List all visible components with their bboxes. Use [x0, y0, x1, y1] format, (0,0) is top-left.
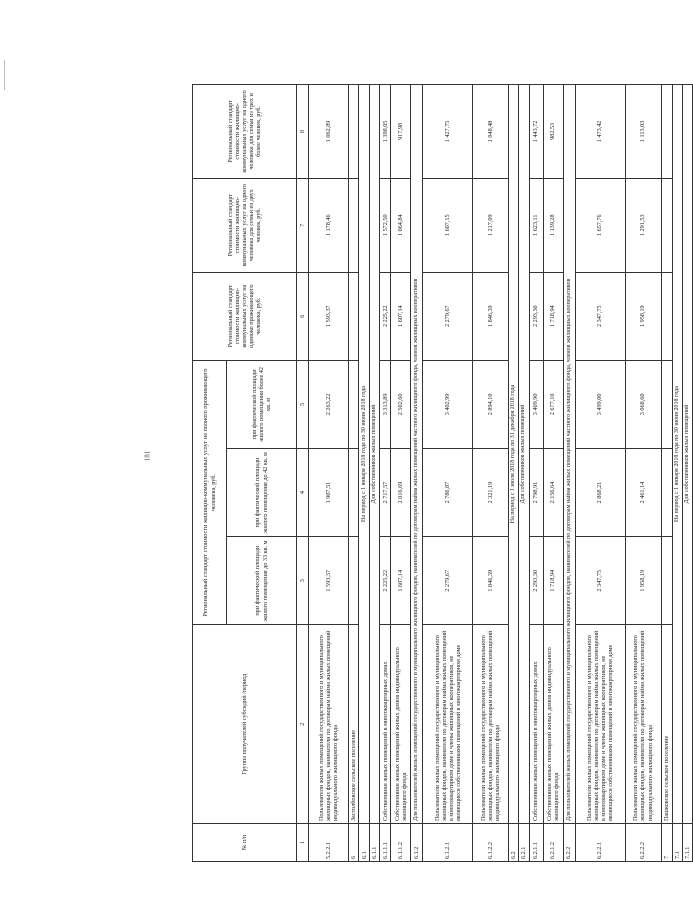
row-value: 1 062,89 [309, 85, 349, 179]
row-code: 6.1.1 [370, 824, 380, 862]
row-value: 2 279,67 [423, 272, 473, 360]
period-row: На период с 1 июля 2018 года по 31 декабря 2018 года [509, 85, 519, 824]
row-value: 1 958,19 [625, 537, 661, 625]
row-value: 3 068,60 [625, 360, 661, 448]
row-value: 2 263,22 [309, 360, 349, 448]
row-value: 2 798,91 [529, 448, 543, 536]
row-label: Пользователи жилых помещений государственного и муниципального жилищных фондов, наниматели по договорам найма жилых помещений индивидуального жилищного фонда [473, 625, 509, 824]
header-standard-three: Региональный стандарт стоимости жилищно-коммунальных услуг на одного человека для семьи из трех и более человек, руб. [193, 85, 297, 179]
row-code: 6 [349, 824, 359, 862]
row-value: 2 786,87 [423, 448, 473, 536]
table-row [519, 85, 529, 862]
row-value: 2 279,67 [423, 537, 473, 625]
row-value: 2 225,22 [380, 272, 391, 360]
row-label: Застолбовское сельское поселение [349, 625, 359, 824]
row-value: 1 657,76 [575, 178, 625, 272]
row-value: 3 409,90 [529, 360, 543, 448]
subheading-row: Для собственников жилых помещений [370, 85, 380, 824]
row-value: 1 718,94 [543, 537, 563, 625]
table-row [473, 85, 509, 862]
row-value: 1 593,37 [309, 537, 349, 625]
row-value: 1 113,03 [625, 85, 661, 179]
page-number: 181 [143, 450, 152, 462]
header-group: Группа получателей субсидий /период [193, 625, 297, 824]
table-row [370, 85, 380, 862]
row-value: 1 846,39 [473, 272, 509, 360]
row-code: 6.1 [359, 824, 370, 862]
index-cell: 3 [297, 537, 309, 625]
row-label: Пользователи жилых помещений государственного и муниципального жилищных фондов, наниматели по договорам найма жилых помещений в многоквартирном доме и члены жилищных кооперативов, не являющиеся собственниками помещений в многоквартирном доме [575, 625, 625, 824]
table-row [359, 85, 370, 862]
table-row [543, 85, 563, 862]
row-value: 2 225,22 [380, 537, 391, 625]
row-value: 1 178,46 [309, 178, 349, 272]
row-value: 2 677,10 [543, 360, 563, 448]
row-value: 3 313,89 [380, 360, 391, 448]
row-value: 982,53 [543, 85, 563, 179]
row-value: 917,98 [391, 85, 411, 179]
row-value: 1 217,09 [473, 178, 509, 272]
header-area-more: при фактической площади жилого помещения более 42 кв. м [227, 360, 297, 448]
header-area-33: при фактической площади жилого помещения до 33 кв. м [227, 537, 297, 625]
row-value: 1 958,19 [625, 272, 661, 360]
row-value: 2 894,10 [473, 360, 509, 448]
row-value: 2 502,60 [391, 360, 411, 448]
index-cell: 1 [297, 824, 309, 862]
row-code: 7.1.1 [682, 824, 692, 862]
table-row [563, 85, 575, 862]
index-cell: 8 [297, 85, 309, 179]
row-value: 1 607,14 [391, 537, 411, 625]
row-code: 7.1 [672, 824, 682, 862]
row-code: 6.1.2 [411, 824, 423, 862]
row-label: Пашковское сельское поселение [661, 625, 672, 824]
row-code: 6.1.2.2 [473, 824, 509, 862]
row-code: 5.2.2.1 [309, 824, 349, 862]
row-value: 3 402,99 [423, 360, 473, 448]
row-code: 6.2.2 [563, 824, 575, 862]
row-value: 1 846,39 [473, 537, 509, 625]
section-row: Для пользователей жилых помещений государственного и муниципального жилищного фондов, нанимателей по договорам найма жилых помещений частного жилищного фонда, членов жилищных кооперативов [411, 85, 423, 824]
row-value: 1 139,28 [543, 178, 563, 272]
section-row: Для пользователей жилых помещений государственного и муниципального жилищного фондов, нанимателей по договорам найма жилых помещений частного жилищного фонда, членов жилищных кооперативов [563, 85, 575, 824]
row-label: Собственники жилых помещений в многоквартирных домах [380, 625, 391, 824]
header-standard-single: Региональный стандарт стоимости жилищно-коммунальных услуг на одиноко проживающего человека, руб. [193, 272, 297, 360]
row-value: 2 717,57 [380, 448, 391, 536]
row-code: 6.2 [509, 824, 519, 862]
table-row [575, 85, 625, 862]
table-row [529, 85, 543, 862]
table-row [380, 85, 391, 862]
row-code: 6.1.1.2 [391, 824, 411, 862]
row-code: 6.2.1.2 [543, 824, 563, 862]
row-label: Собственники жилых помещений жилых домов индивидуального жилищного фонда [543, 625, 563, 824]
row-value: 1 593,37 [309, 272, 349, 360]
row-value: 1 473,42 [575, 85, 625, 179]
row-value: 1 427,75 [423, 85, 473, 179]
table-row [625, 85, 661, 862]
row-value: 1 607,14 [391, 272, 411, 360]
row-label: Пользователи жилых помещений государственного и муниципального жилищных фондов, наниматели по договорам найма жилых помещений индивидуального жилищного фонда [625, 625, 661, 824]
table-row [661, 85, 672, 862]
row-value: 1 443,72 [529, 85, 543, 179]
row-value: 2 293,30 [529, 272, 543, 360]
index-cell: 5 [297, 360, 309, 448]
row-code: 6.2.1 [519, 824, 529, 862]
tariff-table [192, 84, 693, 862]
row-value: 1 718,94 [543, 272, 563, 360]
row-value: 2 347,75 [575, 272, 625, 360]
row-value: 2 461,14 [625, 448, 661, 536]
row-value: 2 016,69 [391, 448, 411, 536]
row-value: 1 607,15 [423, 178, 473, 272]
row-code: 6.1.1.1 [380, 824, 391, 862]
row-code: 7 [661, 824, 672, 862]
index-cell: 2 [297, 625, 309, 824]
row-code: 6.1.2.1 [423, 824, 473, 862]
table-row [309, 85, 349, 862]
rotated-table-wrapper [192, 84, 691, 862]
row-code: 6.2.1.1 [529, 824, 543, 862]
table-row [423, 85, 473, 862]
row-label: Собственники жилых помещений в многоквартирных домах [529, 625, 543, 824]
row-value: 1 907,51 [309, 448, 349, 536]
header-standard-two: Региональный стандарт стоимости жилищно-коммунальных услуг на одного человека для семьи из двух человек, руб. [193, 178, 297, 272]
row-value: 1 048,48 [473, 85, 509, 179]
scan-edge-mark [4, 60, 5, 90]
table-row [349, 85, 359, 862]
index-cell: 7 [297, 178, 309, 272]
index-cell: 6 [297, 272, 309, 360]
period-row: На период с 1 января 2018 года по 30 июня 2018 года [672, 85, 682, 824]
subheading-row: Для собственников жилых помещений [519, 85, 529, 824]
row-value: 2 293,30 [529, 537, 543, 625]
header-num: № п/п [193, 824, 297, 862]
row-value: 1 398,05 [380, 85, 391, 179]
row-label: Пользователи жилых помещений государственного и муниципального жилищных фондов, наниматели по договорам найма жилых помещений индивидуального жилищного фонда [309, 625, 349, 824]
table-row [391, 85, 411, 862]
row-value: 2 321,19 [473, 448, 509, 536]
table-row [509, 85, 519, 862]
row-code: 6.2.2.2 [625, 824, 661, 862]
row-value: 1 291,53 [625, 178, 661, 272]
header-area-42: при фактической площади жилого помещения до 42 кв. м [227, 448, 297, 536]
row-value: 2 868,21 [575, 448, 625, 536]
index-cell: 4 [297, 448, 309, 536]
row-value: 2 347,75 [575, 537, 625, 625]
row-code: 6.2.2.1 [575, 824, 625, 862]
table-row [672, 85, 682, 862]
period-row: На период с 1 января 2018 года по 30 июня 2018 года [359, 85, 370, 824]
table-row [682, 85, 692, 862]
row-value: 1 572,50 [380, 178, 391, 272]
header-standard-full: Региональный стандарт стоимости жилищно-коммунальных услуг на полного проживающего человека, руб. [193, 360, 227, 625]
row-value: 3 499,00 [575, 360, 625, 448]
table-row [411, 85, 423, 862]
row-label: Пользователи жилых помещений государственного и муниципального жилищных фондов, наниматели по договорам найма жилых помещений в многоквартирном доме и члены жилищных кооперативов, не являющиеся собственниками помещений в многоквартирном доме [423, 625, 473, 824]
subheading-row: Для собственников жилых помещений [682, 85, 692, 824]
row-value: 2 156,64 [543, 448, 563, 536]
row-value: 1 623,11 [529, 178, 543, 272]
row-value: 1 064,84 [391, 178, 411, 272]
row-label: Собственники жилых помещений жилых домов индивидуального жилищного фонда [391, 625, 411, 824]
